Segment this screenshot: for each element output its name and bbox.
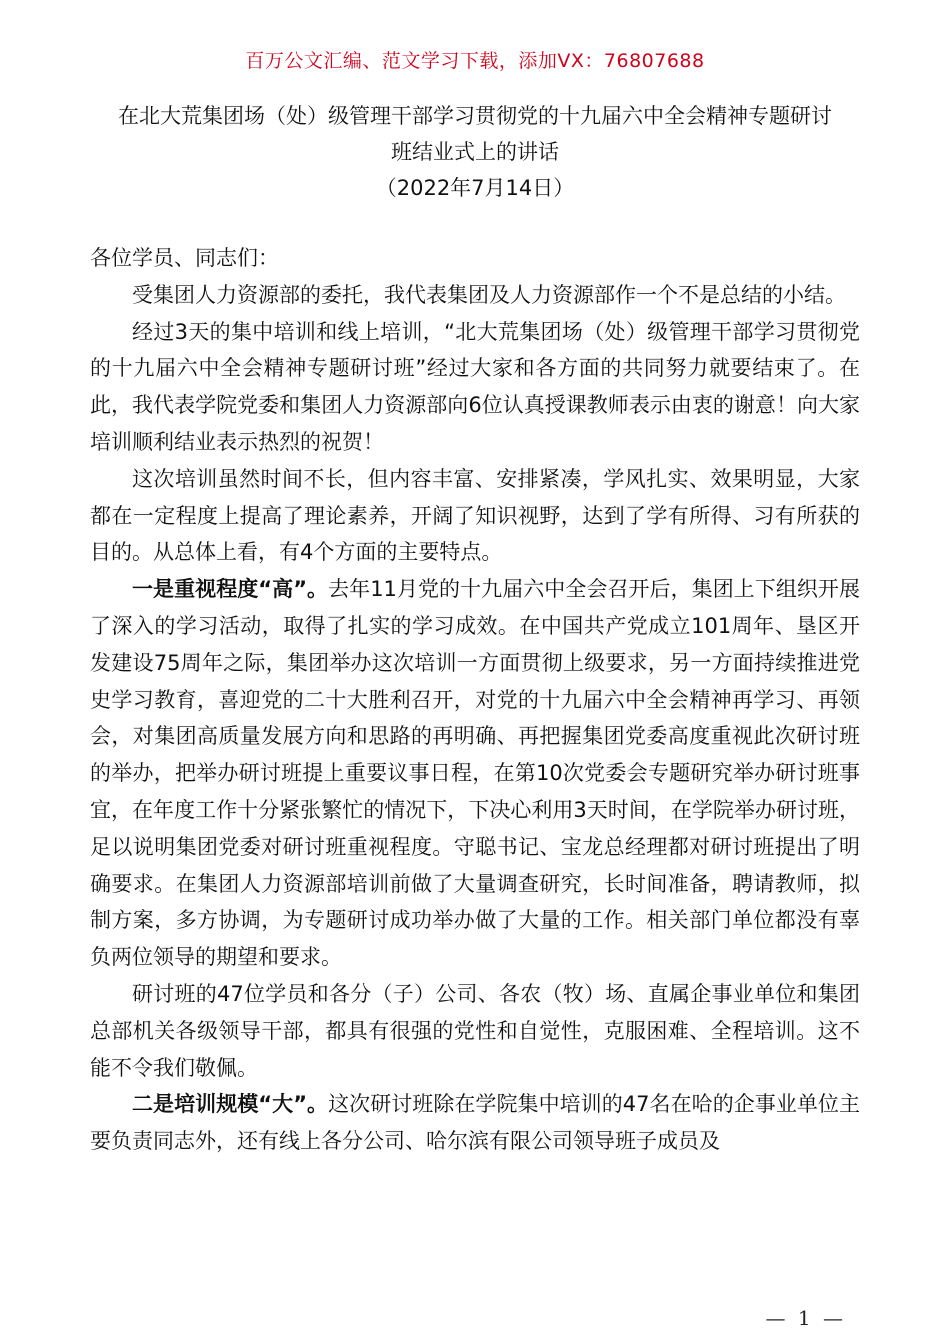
point-1-text: 去年11月党的十九届六中全会召开后，集团上下组织开展了深入的学习活动，取得了扎实的学习成效。在中国共产党成立101周年、垦区开发建设75周年之际，集团举办这次培训一方面贯彻上级要求，另一方面持续推进党史学习教育，喜迎党的二十大胜利召开，对党的十九届六中全会精神再学习、再领会，对集团高质量发展方向和思路的再明确、再把握集团党委高度重视此次研讨班的举办，把举办研讨班提上重要议事日程，在第10次党委会专题研究举办研讨班事宜，在年度工作十分紧张繁忙的情况下，下决心利用3天时间，在学院举办研讨班，足以说明集团党委对研讨班重视程度。守聪书记、宝龙总经理都对研讨班提出了明确要求。在集团人力资源部培训前做了大量调查研究，长时间准备，聘请教师，拟制方案，多方协调，为专题研讨成功举办做了大量的工作。相关部门单位都没有辜负两位领导的期望和要求。 bbox=[90, 577, 860, 970]
title-date: （2022年7月14日） bbox=[375, 176, 575, 200]
salutation: 各位学员、同志们： bbox=[90, 246, 279, 270]
point-2-text: 这次研讨班除在学院集中培训的47名在哈的企事业单位主要负责同志外，还有线上各分公司、哈尔滨有限公司领导班子成员及 bbox=[90, 1092, 860, 1154]
paragraph-2: 经过3天的集中培训和线上培训，“北大荒集团场（处）级管理干部学习贯彻党的十九届六中全会精神专题研讨班”经过大家和各方面的共同努力就要结束了。在此，我代表学院党委和集团人力资源部向6位认真授课教师表示由衷的谢意！向大家培训顺利结业表示热烈的祝贺！ bbox=[90, 319, 860, 454]
point-1-heading: 一是重视程度“高”。 bbox=[132, 577, 329, 602]
paragraph-1: 受集团人力资源部的委托，我代表集团及人力资源部作一个不是总结的小结。 bbox=[132, 282, 846, 307]
page-number: — 1 — bbox=[765, 1306, 846, 1330]
header-watermark-note: 百万公文汇编、范文学习下载，添加VX：76807688 bbox=[245, 50, 705, 72]
title-line-1: 在北大荒集团场（处）级管理干部学习贯彻党的十九届六中全会精神专题研讨 bbox=[118, 104, 832, 128]
title-line-2: 班结业式上的讲话 bbox=[391, 140, 559, 164]
document-title bbox=[90, 98, 860, 206]
document-body bbox=[90, 240, 860, 1160]
paragraph-5: 研讨班的47位学员和各分（子）公司、各农（牧）场、直属企事业单位和集团总部机关各级领导干部，都具有很强的党性和自觉性，克服困难、全程培训。这不能不令我们敬佩。 bbox=[90, 981, 860, 1080]
paragraph-6 bbox=[90, 1086, 860, 1160]
paragraph-4 bbox=[90, 571, 860, 976]
paragraph-3: 这次培训虽然时间不长，但内容丰富、安排紧凑，学风扎实、效果明显，大家都在一定程度上提高了理论素养，开阔了知识视野，达到了学有所得、习有所获的目的。从总体上看，有4个方面的主要特点。 bbox=[90, 466, 860, 565]
point-2-heading: 二是培训规模“大”。 bbox=[132, 1092, 329, 1117]
